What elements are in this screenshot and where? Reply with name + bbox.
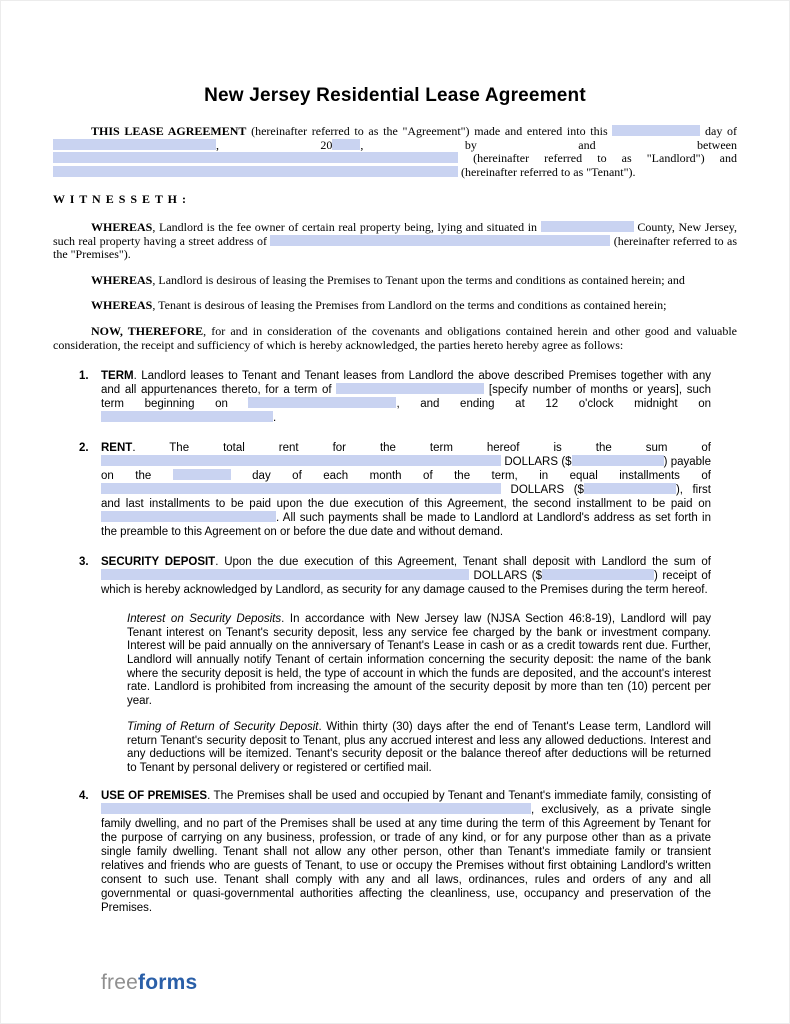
fill-in-blank[interactable] [53,166,458,177]
fill-in-blank[interactable] [53,139,216,150]
security-deposit-item [79,555,711,597]
fill-in-blank[interactable] [270,235,610,246]
interest-on-deposits-paragraph: Interest on Security Deposits. In accordance with New Jersey law (NJSA Section 46:8-19), Landlord will pay Tenant interest on Tenant's security deposit, less any service fee charged by the bank or investment company. Interest will be paid annually on the anniversary of Tenant's Lease in cash or as a credit towards rent due. Further, Landlord will annually notify Tenant of certain information concerning the security deposit: the name of the bank where the security deposit is held, the type of account in which the funds are deposited, and the account's interest rate. Landlord is prohibited from increasing the amount of the security deposit by more than ten (10) percent per year. [127,613,711,707]
item-number: 3. [79,556,89,569]
item-number: 1. [79,370,89,383]
use-of-premises-item [79,789,711,915]
fill-in-blank[interactable] [584,483,676,494]
item-number: 2. [79,442,89,455]
freeforms-logo [101,971,197,995]
fill-in-blank[interactable] [101,483,501,494]
witnesseth-heading: W I T N E S S E T H : [53,192,187,207]
fill-in-blank[interactable] [542,569,654,580]
security-deposit-item-text: SECURITY DEPOSIT. Upon the due execution of this Agreement, Tenant shall deposit with Landlord the sum of DOLLARS ($ ) receipt of which is hereby acknowledged by Landlord, as security for any damage caused to the Premises during the term hereof. [101,556,711,597]
rent-item [79,441,711,539]
fill-in-blank[interactable] [101,569,469,580]
whereas-tenant-desire-paragraph: WHEREAS, Tenant is desirous of leasing the Premises from Landlord on the terms and conditions as contained herein; [91,298,667,313]
whereas-landlord-desire-paragraph: WHEREAS, Landlord is desirous of leasing the Premises to Tenant upon the terms and conditions as contained herein; and [91,272,685,287]
fill-in-blank[interactable] [173,469,231,480]
agreement-intro-paragraph: THIS LEASE AGREEMENT (hereinafter referred to as the "Agreement") made and entered into this day of , 20 , by and between (hereinafter referred to as "Landlord") and (hereinafter referred to as "Tenant"). [53,125,737,179]
fill-in-blank[interactable] [612,125,700,136]
use-of-premises-item-text: USE OF PREMISES. The Premises shall be used and occupied by Tenant and Tenant's immediate family, consisting of , exclusively, as a private single family dwelling, and no part of the Premises shall be used at any time during the term of this Agreement by Tenant for the purpose of carrying on any business, profession, or trade of any kind, or for any purpose other than as a private single family dwelling. Tenant shall not allow any other person, other than Tenant's immediate family or transient relatives and friends who are guests of Tenant, to use or occupy the Premises without first obtaining Landlord's written consent to such use. Tenant shall comply with any and all laws, ordinances, rules and orders of any and all governmental or quasi-governmental authorities affecting the cleanliness, use, occupancy and preservation of the Premises. [101,789,712,914]
fill-in-blank[interactable] [101,411,273,422]
whereas-ownership-paragraph: WHEREAS, Landlord is the fee owner of certain real property being, lying and situated in County, New Jersey, such real property having a street address of (hereinafter referred to as the "Premises"). [53,219,738,262]
item-number: 4. [79,789,89,802]
now-therefore-paragraph: NOW, THEREFORE, for and in consideration of the covenants and obligations contained herein and other good and valuable consideration, the receipt and sufficiency of which is hereby acknowledged, the parties hereto hereby agree as follows: [53,323,737,352]
fill-in-blank[interactable] [101,511,276,522]
document-title: New Jersey Residential Lease Agreement [204,85,586,106]
fill-in-blank[interactable] [572,455,664,466]
term-item-text: TERM. Landlord leases to Tenant and Tenant leases from Landlord the above described Premises together with any and all appurtenances thereto, for a term of [specify number of months or years], such term beginning on , and ending at 12 o'clock midnight on . [101,370,711,425]
fill-in-blank[interactable] [541,221,634,232]
logo-text-free: free [101,971,138,994]
fill-in-blank[interactable] [101,455,501,466]
fill-in-blank[interactable] [101,803,531,814]
timing-of-return-paragraph: Timing of Return of Security Deposit. Within thirty (30) days after the end of Tenant's Lease term, Landlord will return Tenant's security deposit to Tenant, plus any accrued interest and less any allowed deductions. Interest and any deductions will be itemized. Tenant's security deposit or the balance thereof after deductions will be returned to Tenant by personal delivery or registered or certified mail. [127,721,711,775]
term-item [79,369,711,425]
fill-in-blank[interactable] [248,397,396,408]
document-content [1,1,789,915]
logo-text-forms: forms [138,971,198,994]
fill-in-blank[interactable] [332,139,360,150]
rent-item-text: RENT. The total rent for the term hereof is the sum of DOLLARS ($ ) payable on the day of each month of the term, in equal installments of DOLLARS ($ ), first and last installments to be paid upon the due execution of this Agreement, the second installment to be paid on . All such payments shall be made to Landlord at Landlord's address as set forth in the preamble to this Agreement on or before the due date and without demand. [101,442,711,539]
fill-in-blank[interactable] [336,383,484,394]
fill-in-blank[interactable] [53,152,458,163]
